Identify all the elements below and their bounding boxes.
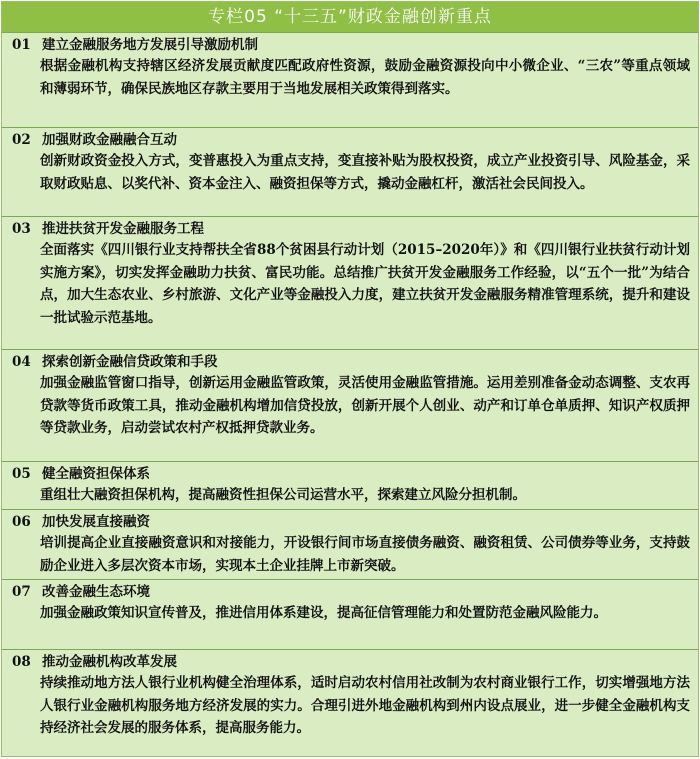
- section-03: [2, 216, 698, 349]
- section-heading: [12, 465, 690, 484]
- section-number: 06: [12, 514, 31, 530]
- section-number: 03: [12, 221, 31, 237]
- section-body: 持续推动地方法人银行业机构健全治理体系，适时启动农村信用社改制为农村商业银行工作，切实增强地方法人银行业金融机构服务地方经济发展的实力。合理引进外地金融机构到州内设点展业，进一步健全金融机构支持经济社会发展的服务体系，提高服务能力。: [40, 675, 690, 736]
- section-heading: [12, 583, 690, 602]
- section-05: [2, 461, 698, 509]
- section-number: 08: [12, 654, 31, 670]
- section-body: 加强金融政策知识宣传普及，推进信用体系建设，提高征信管理能力和处置防范金融风险能力。: [40, 605, 607, 621]
- section-title: 健全融资担保体系: [42, 466, 150, 482]
- section-07: [2, 579, 698, 649]
- section-02: [2, 127, 698, 216]
- section-08: [2, 649, 698, 756]
- section-title: 改善金融生态环境: [42, 584, 150, 600]
- section-title: 推进扶贫开发金融服务工程: [42, 221, 204, 237]
- section-04: [2, 349, 698, 461]
- section-01: [2, 32, 698, 127]
- section-body: 培训提高企业直接融资意识和对接能力，开设银行间市场直接债务融资、融资租赁、公司债券等业务，支持鼓励企业进入多层次资本市场，实现本土企业挂牌上市新突破。: [40, 535, 690, 574]
- section-body: 创新财政资金投入方式，变普惠投入为重点支持，变直接补贴为股权投资，成立产业投资引导、风险基金，采取财政贴息、以奖代补、资本金注入、融资担保等方式，撬动金融杠杆，激活社会民间投入。: [40, 153, 690, 192]
- section-body: 加强金融监管窗口指导，创新运用金融监管政策，灵活使用金融监管措施。运用差别准备金动态调整、支农再贷款等货币政策工具，推动金融机构增加信贷投放，创新开展个人创业、动产和订单仓单质押、知识产权质押等贷款业务，启动尝试农村产权抵押贷款业务。: [40, 375, 690, 436]
- section-title: 推动金融机构改革发展: [42, 654, 177, 670]
- section-title: 探索创新金融信贷政策和手段: [42, 354, 218, 370]
- section-06: [2, 509, 698, 579]
- section-number: 04: [12, 354, 31, 370]
- section-body: 根据金融机构支持辖区经济发展贡献度匹配政府性资源，鼓励金融资源投向中小微企业、“三农”等重点领域和薄弱环节，确保民族地区存款主要用于当地发展相关政策得到落实。: [40, 58, 690, 97]
- section-heading: [12, 36, 690, 55]
- section-body: 全面落实《四川银行业支持帮扶全省88个贫困县行动计划（2015–2020年）》和《四川银行业扶贫行动计划实施方案》，切实发挥金融助力扶贫、富民功能。总结推广扶贫开发金融服务工作经验，以“五个一批”为结合点，加大生态农业、乡村旅游、文化产业等金融投入力度，建立扶贫开发金融服务精准管理系统，提升和建设一批试验示范基地。: [40, 242, 690, 326]
- section-number: 02: [12, 132, 31, 148]
- section-heading: [12, 513, 690, 532]
- box-title: 专栏05 “十三五”财政金融创新重点: [2, 2, 698, 32]
- section-number: 05: [12, 466, 31, 482]
- section-title: 加快发展直接融资: [42, 514, 150, 530]
- section-heading: [12, 131, 690, 150]
- section-body: 重组壮大融资担保机构，提高融资性担保公司运营水平，探索建立风险分担机制。: [40, 487, 526, 503]
- section-number: 01: [12, 37, 31, 53]
- section-title: 加强财政金融融合互动: [42, 132, 177, 148]
- section-title: 建立金融服务地方发展引导激励机制: [42, 37, 258, 53]
- section-heading: [12, 653, 690, 672]
- policy-box: [1, 1, 699, 757]
- section-number: 07: [12, 584, 31, 600]
- section-heading: [12, 353, 690, 372]
- section-heading: [12, 220, 690, 239]
